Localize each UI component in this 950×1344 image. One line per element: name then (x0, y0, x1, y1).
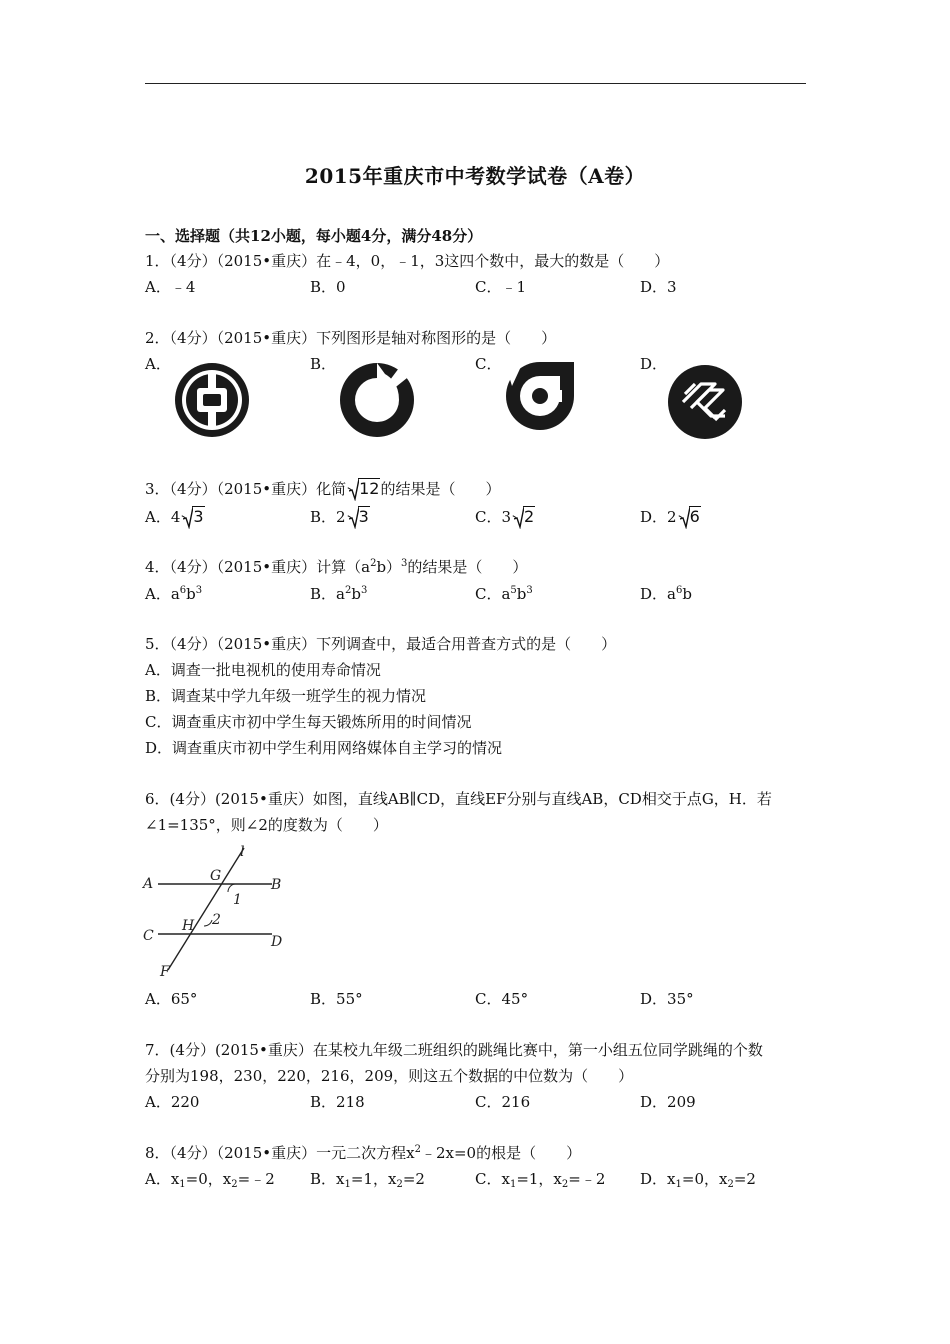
label-c: C (143, 928, 154, 944)
question-6-stem-line2: ∠1=135°，则∠2的度数为（ ） (145, 816, 388, 834)
question-1-stem: 1．（4分）（2015•重庆）在﹣4，0，﹣1，3这四个数中，最大的数是（ ） (145, 252, 670, 270)
question-7-stem-line1: 7．(4分）(2015•重庆）在某校九年级二班组织的跳绳比赛中，第一小组五位同学跳绳的个数 (145, 1041, 763, 1059)
q6-option-a: A．65° (145, 990, 198, 1008)
equation-part: =0，x (185, 1170, 232, 1188)
option-label: B．2 (310, 508, 346, 526)
label-h: H (182, 918, 195, 934)
option-label: D．x (640, 1170, 676, 1188)
c-shape-logo-icon (500, 356, 580, 436)
transversal-line (168, 848, 244, 970)
exponent: 6 (179, 585, 187, 596)
q4-option-b (310, 584, 367, 604)
subscript: 1 (344, 1179, 351, 1190)
label-angle-2: 2 (212, 912, 221, 928)
q8-option-a (145, 1169, 275, 1189)
equation-part: =1，x (516, 1170, 562, 1188)
q1-option-a: A．﹣4 (145, 278, 196, 296)
q8-option-d (640, 1169, 756, 1189)
exponent: 3 (195, 585, 203, 596)
sqrt-symbol (347, 479, 380, 499)
q3-stem-tail: 的结果是（ ） (380, 480, 501, 498)
radical-sign-icon (680, 507, 690, 529)
q7-option-b: B．218 (310, 1093, 365, 1111)
label-f: F (160, 964, 170, 980)
exponent: 2 (414, 1144, 421, 1155)
exponent: 5 (510, 585, 517, 596)
option-label: C．3 (475, 508, 512, 526)
subscript: 1 (675, 1179, 682, 1190)
bank-logo-icon (337, 360, 417, 440)
radicand: 3 (193, 507, 204, 526)
question-8-stem (145, 1143, 581, 1163)
label-a: A (143, 876, 154, 892)
label-l: l (240, 844, 245, 860)
equation-part: =2 (402, 1170, 425, 1188)
sqrt-symbol (347, 507, 370, 527)
radicand: 12 (359, 479, 380, 498)
q7-option-a: A．220 (145, 1093, 200, 1111)
subscript: 2 (396, 1179, 403, 1190)
q2-option-b: B． (310, 355, 337, 373)
question-2-stem: 2．（4分）（2015•重庆）下列图形是轴对称图形的是（ ） (145, 329, 557, 347)
top-rule (145, 83, 806, 84)
equation-part: =﹣2 (568, 1170, 606, 1188)
exponent: 3 (401, 558, 408, 569)
q8-stem-text: 8．（4分）（2015•重庆）一元二次方程x (145, 1144, 415, 1162)
variable: b (682, 585, 692, 603)
q8-option-b (310, 1169, 425, 1189)
q8-stem-tail: ﹣2x=0的根是（ ） (420, 1144, 582, 1162)
q5-option-b: B．调查某中学九年级一班学生的视力情况 (145, 687, 427, 705)
option-label: A．a (145, 585, 180, 603)
question-7-stem-line2: 分别为198，230，220，216，209，则这五个数据的中位数为（ ） (145, 1067, 634, 1085)
coin-logo-icon (172, 360, 252, 440)
label-b: B (271, 877, 282, 893)
q6-option-c: C．45° (475, 990, 529, 1008)
q6-option-b: B．55° (310, 990, 363, 1008)
equation-part: =﹣2 (237, 1170, 275, 1188)
subscript: 2 (231, 1179, 238, 1190)
radicand: 2 (524, 507, 535, 526)
sqrt-symbol (512, 507, 535, 527)
q1-option-d: D．3 (640, 278, 677, 296)
radical-sign-icon (183, 507, 193, 529)
variable: b (186, 585, 196, 603)
variable: b (516, 585, 527, 603)
sqrt-symbol (678, 507, 701, 527)
q3-option-d (640, 507, 701, 527)
q4-option-c (475, 584, 533, 604)
q6-option-d: D．35° (640, 990, 694, 1008)
subscript: 1 (509, 1179, 517, 1190)
question-4-stem (145, 557, 527, 577)
equation-part: =1，x (350, 1170, 397, 1188)
q7-option-c: C．216 (475, 1093, 531, 1111)
q5-option-d: D．调查重庆市初中学生利用网络媒体自主学习的情况 (145, 739, 503, 757)
radicand: 3 (358, 507, 369, 526)
q3-option-b (310, 507, 370, 527)
label-angle-1: 1 (233, 892, 242, 908)
option-label: B．x (310, 1170, 345, 1188)
option-label: C．a (475, 585, 511, 603)
parallel-lines-figure (140, 842, 290, 980)
radical-sign-icon (514, 507, 524, 529)
q3-stem-text: 3．（4分）（2015•重庆）化简 (145, 480, 347, 498)
radical-sign-icon (349, 507, 359, 529)
q3-option-a (145, 507, 205, 527)
exponent: 3 (526, 585, 533, 596)
exponent: 2 (370, 558, 377, 569)
q2-option-d: D． (640, 355, 668, 373)
q4-stem-mid: b） (376, 558, 402, 576)
q8-option-c (475, 1169, 605, 1189)
equation-part: =0，x (681, 1170, 728, 1188)
subscript: 2 (561, 1179, 569, 1190)
mobile-logo-icon (665, 362, 745, 442)
q2-option-c: C． (475, 355, 502, 373)
q4-option-d (640, 584, 692, 604)
q5-option-c: C．调查重庆市初中学生每天锻炼所用的时间情况 (145, 713, 472, 731)
option-label: B．a (310, 585, 345, 603)
option-label: D．2 (640, 508, 677, 526)
exponent: 6 (675, 585, 683, 596)
variable: b (351, 585, 361, 603)
subscript: 2 (727, 1179, 734, 1190)
equation-part: =2 (733, 1170, 756, 1188)
q2-option-a: A． (145, 355, 171, 373)
sqrt-symbol (181, 507, 204, 527)
question-6-stem-line1: 6．(4分）(2015•重庆）如图，直线AB∥CD，直线EF分别与直线AB，CD相交于点G，H．若 (145, 790, 772, 808)
q1-option-b: B．0 (310, 278, 346, 296)
radicand: 6 (689, 507, 700, 526)
option-label: A．4 (145, 508, 181, 526)
question-3-stem (145, 479, 501, 499)
q3-option-c (475, 507, 535, 527)
option-label: C．x (475, 1170, 510, 1188)
page-title: 2015年重庆市中考数学试卷（A卷） (304, 164, 646, 188)
q4-option-a (145, 584, 202, 604)
q7-option-d: D．209 (640, 1093, 696, 1111)
option-label: A．x (145, 1170, 180, 1188)
option-label: D．a (640, 585, 676, 603)
exponent: 2 (344, 585, 352, 596)
question-5-stem: 5．（4分）（2015•重庆）下列调查中，最适合用普查方式的是（ ） (145, 635, 617, 653)
q4-stem-text: 4．（4分）（2015•重庆）计算（a (145, 558, 371, 576)
subscript: 1 (179, 1179, 186, 1190)
q1-option-c: C．﹣1 (475, 278, 527, 296)
label-d: D (271, 934, 283, 950)
q4-stem-tail: 的结果是（ ） (407, 558, 528, 576)
q5-option-a: A．调查一批电视机的使用寿命情况 (145, 661, 381, 679)
exponent: 3 (360, 585, 368, 596)
section-heading: 一、选择题（共12小题，每小题4分，满分48分） (145, 227, 483, 245)
label-g: G (210, 868, 222, 884)
radical-sign-icon (349, 479, 359, 501)
